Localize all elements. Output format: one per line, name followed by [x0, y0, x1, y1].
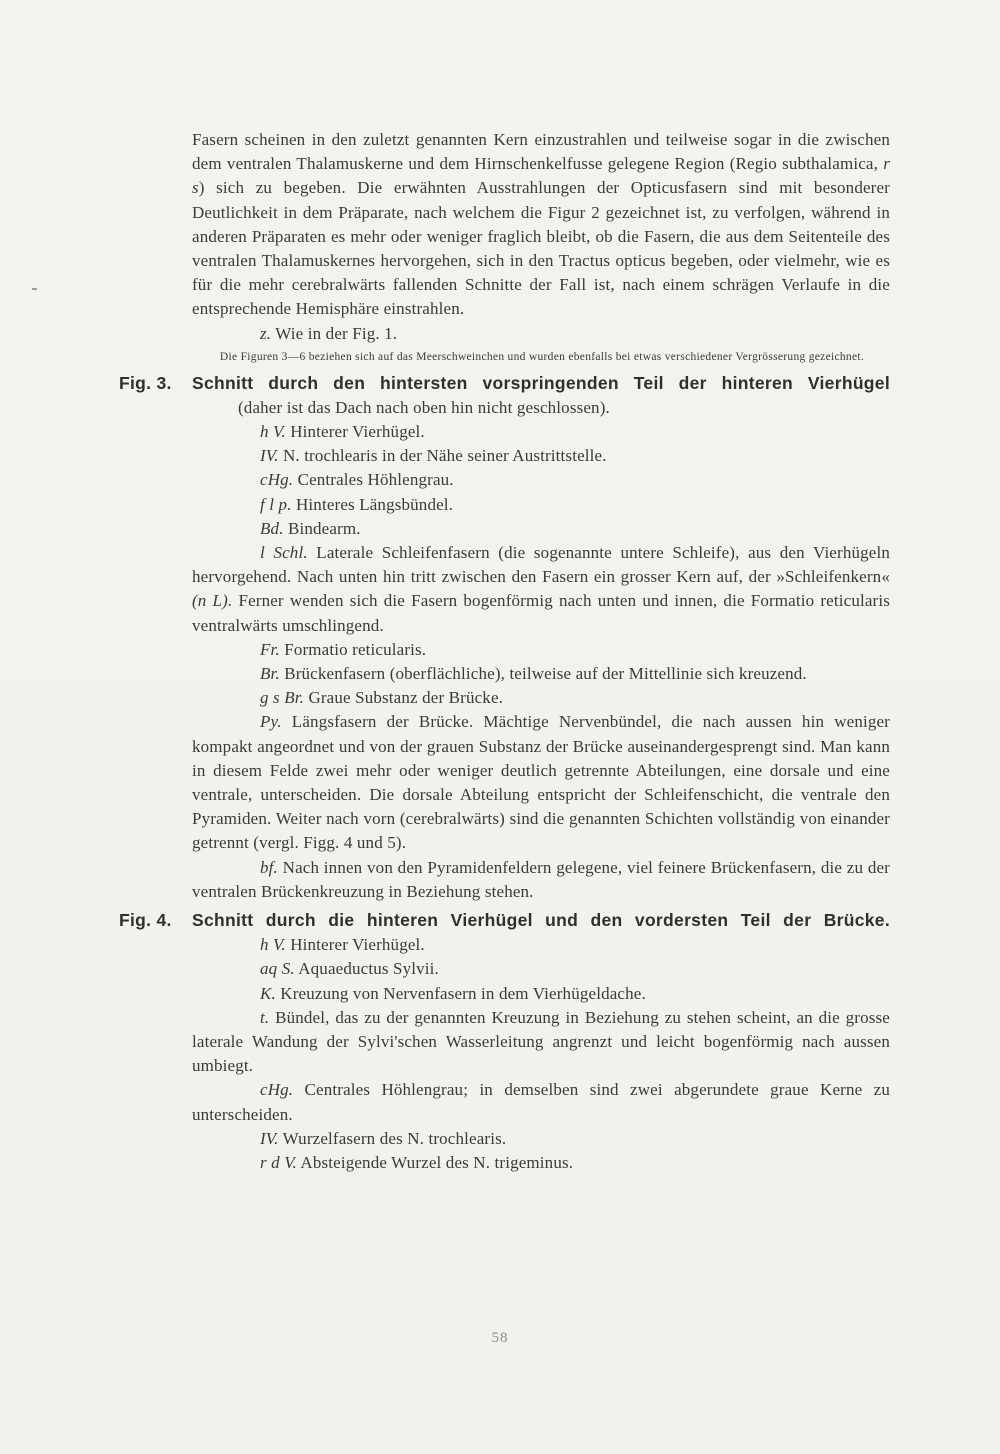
- z-line: [192, 322, 890, 346]
- fig4-item-text: Bündel, das zu der genannten Kreuzung in Beziehung zu stehen scheint, an die grosse laterale Wandung der Sylvi'schen Wasserleitung angrenzt und leicht bogenförmig nach aussen umbiegt.: [192, 1007, 890, 1076]
- fig4-title: Schnitt durch die hinteren Vierhügel und den vordersten Teil der Brücke.: [192, 910, 890, 931]
- fig3-item-abbr: l Schl.: [260, 543, 308, 563]
- fig3-item-text: Laterale Schleifenfasern (die sogenannte untere Schleife), aus den Vierhügeln hervorgehend. Nach unten hin tritt zwischen den Fasern ein grosser Kern auf, der »Schleifenkern«: [192, 543, 890, 587]
- fig3-item: [192, 517, 890, 541]
- intro-text-1: Fasern scheinen in den zuletzt genannten Kern einzustrahlen und teilweise sogar in die zwischen dem ventralen Thalamuskerne und dem Hirnschenkelfusse gelegene Region (Regio subthalamica,: [192, 130, 890, 174]
- fig3-item-text: Centrales Höhlengrau.: [293, 470, 454, 490]
- fig4-item: [192, 982, 890, 1006]
- fig3-item: [192, 468, 890, 492]
- fig3-item-abbr: f l p.: [260, 494, 292, 514]
- fig4-item-abbr: t.: [260, 1007, 270, 1027]
- fig3-item-text: Hinterer Vierhügel.: [285, 422, 425, 442]
- fig4-item: [192, 957, 890, 981]
- z-abbr: z.: [260, 323, 272, 343]
- fig3-item: [192, 856, 890, 904]
- fig3-subtitle: (daher ist das Dach nach oben hin nicht geschlossen).: [238, 397, 610, 417]
- fig4-item-abbr: h V.: [260, 935, 286, 955]
- fig4-item: [192, 1078, 890, 1126]
- fig3-item-abbr: Bd.: [260, 518, 284, 538]
- fig3-item-text: Graue Substanz der Brücke.: [304, 688, 504, 708]
- fig3-heading: [119, 371, 890, 396]
- intro-paragraph: [192, 128, 890, 322]
- fig4-item-abbr: K.: [260, 983, 276, 1003]
- intro-abbr-rs: r s: [192, 154, 890, 198]
- fig4-item-text: Aquaeductus Sylvii.: [294, 959, 439, 979]
- fig3-item-text: Längsfasern der Brücke. Mächtige Nervenbündel, die nach aussen hin weniger kompakt angeordnet und von der grauen Substanz der Brücke auseinandergesprengt sind. Man kann in diesem Felde zwei mehr oder weniger deutlich getrennte Abteilungen, eine dorsale und eine ventrale, unterscheiden. Die dorsale Abteilung entspricht der Schleifenschicht, die ventrale den Pyramiden. Weiter nach vorn (cerebralwärts) sind die genannten Schichten vollständig von einander getrennt (vergl. Figg. 4 und 5).: [192, 712, 890, 853]
- fig3-item: [192, 541, 890, 638]
- fig3-item-abbr: g s Br.: [260, 688, 305, 708]
- fig4-item-text: Absteigende Wurzel des N. trigeminus.: [296, 1152, 574, 1172]
- fig4-item-text: Hinterer Vierhügel.: [285, 935, 425, 955]
- fig4-item-text: Centrales Höhlengrau; in demselben sind zwei abgerundete graue Kerne zu unterscheiden.: [192, 1080, 890, 1124]
- fig3-item-abbr: cHg.: [260, 470, 294, 490]
- fig3-item: [192, 420, 890, 444]
- fig3-inline-abbr: (n L).: [192, 591, 233, 611]
- fig4-item: [192, 1151, 890, 1175]
- fig4-item: [192, 1006, 890, 1079]
- fig4-item-abbr: r d V.: [260, 1152, 297, 1172]
- fig3-item-abbr: Py.: [260, 712, 282, 732]
- fig3-item: [192, 710, 890, 855]
- figures-note: Die Figuren 3—6 beziehen sich auf das Meerschweinchen und wurden ebenfalls bei etwas verschiedener Vergrösserung gezeichnet.: [219, 350, 865, 363]
- fig3-item: [192, 444, 890, 468]
- fig3-title: Schnitt durch den hintersten vorspringenden Teil der hinteren Vierhügel: [192, 372, 890, 393]
- fig3-item: [192, 686, 890, 710]
- fig3-item-text-cont: Ferner wenden sich die Fasern bogenförmig nach unten und innen, die Formatio reticularis ventralwärts umschlingend.: [192, 591, 890, 635]
- fig3-item-abbr: Br.: [260, 664, 280, 684]
- fig4-item-abbr: cHg.: [260, 1080, 294, 1100]
- fig3-item-abbr: Fr.: [260, 639, 280, 659]
- z-text: Wie in der Fig. 1.: [271, 323, 398, 343]
- page-number: 58: [491, 1330, 509, 1346]
- fig4-item-text: Kreuzung von Nervenfasern in dem Vierhügeldache.: [275, 983, 646, 1003]
- fig3-item-text: Hinteres Längsbündel.: [291, 494, 454, 514]
- body-text: [119, 128, 890, 1175]
- stray-mark: [32, 288, 37, 290]
- intro-text-2: ) sich zu begeben. Die erwähnten Ausstrahlungen der Opticusfasern sind mit besonderer Deutlichkeit in dem Präparate, nach welchem die Figur 2 gezeichnet ist, zu verfolgen, während in anderen Präparaten es mehr oder weniger fraglich bleibt, ob die Fasern, die aus dem Seitenteile des ventralen Thalamuskernes hervorgehen, sich in den Tractus opticus begeben, oder vielmehr, wie es für die mehr cerebralwärts fallenden Schnitte der Fall ist, nach einem schrägen Verlaufe in die entsprechende Hemisphäre einstrahlen.: [192, 178, 890, 319]
- fig3-item-abbr: bf.: [260, 857, 278, 877]
- fig4-item: [192, 1127, 890, 1151]
- fig3-item-text: Nach innen von den Pyramidenfeldern gelegene, viel feinere Brückenfasern, die zu der ventralen Brückenkreuzung in Beziehung stehen.: [192, 857, 890, 901]
- fig4-item-abbr: aq S.: [260, 959, 295, 979]
- fig3-item: [192, 493, 890, 517]
- fig3-item-text: N. trochlearis in der Nähe seiner Austrittstelle.: [278, 446, 607, 466]
- fig4-heading: [119, 908, 890, 933]
- fig3-item: [192, 662, 890, 686]
- fig3-item: [192, 638, 890, 662]
- fig3-item-text: Formatio reticularis.: [279, 639, 427, 659]
- fig3-item-text: Brückenfasern (oberflächliche), teilweise auf der Mittellinie sich kreuzend.: [279, 664, 807, 684]
- fig3-item-abbr: h V.: [260, 422, 286, 442]
- fig4-item-text: Wurzelfasern des N. trochlearis.: [278, 1128, 507, 1148]
- fig3-item-text: Bindearm.: [283, 518, 361, 538]
- fig4-item-abbr: IV.: [260, 1128, 279, 1148]
- fig4-item: [192, 933, 890, 957]
- fig3-label: Fig. 3.: [119, 372, 172, 393]
- fig3-item-abbr: IV.: [260, 446, 279, 466]
- fig4-label: Fig. 4.: [119, 910, 172, 931]
